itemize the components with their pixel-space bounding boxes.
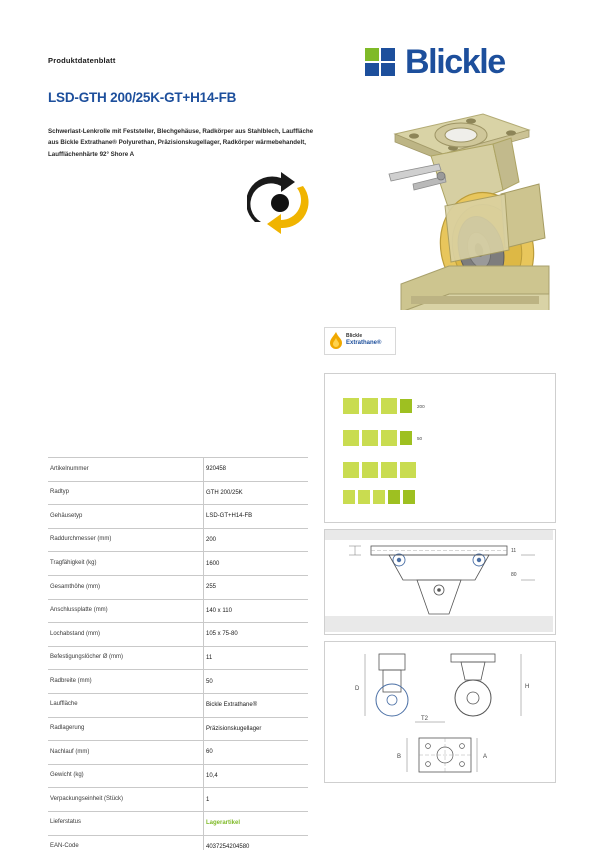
svg-text:T2: T2 bbox=[421, 716, 429, 722]
table-row bbox=[48, 812, 308, 836]
spec-key: Raddurchmesser (mm) bbox=[50, 536, 112, 543]
spec-key: Radlagerung bbox=[50, 725, 85, 732]
spec-value: 4037254204580 bbox=[206, 843, 250, 850]
svg-text:B: B bbox=[397, 754, 402, 760]
pictogram-panel bbox=[324, 373, 556, 523]
pictogram-icon bbox=[403, 490, 415, 504]
pictogram-icon bbox=[343, 490, 355, 504]
badge-line2: Extrathane® bbox=[346, 340, 382, 346]
pictogram-icon bbox=[400, 431, 412, 445]
spec-value: 11 bbox=[206, 655, 213, 662]
pictogram-icon bbox=[381, 462, 397, 478]
spec-key: Gesamthöhe (mm) bbox=[50, 583, 101, 590]
spec-key: Lochabstand (mm) bbox=[50, 630, 101, 637]
technical-drawing-views bbox=[324, 641, 556, 783]
badge-line1: Blickle bbox=[346, 333, 363, 339]
spec-value: 50 bbox=[206, 678, 213, 685]
pictogram-icon bbox=[362, 398, 378, 414]
table-row bbox=[48, 552, 308, 576]
pictogram-label: 50 bbox=[417, 435, 423, 441]
pictogram-icon bbox=[343, 398, 359, 414]
table-row bbox=[48, 457, 308, 482]
spec-value: Lagerartikel bbox=[206, 820, 241, 827]
table-row bbox=[48, 505, 308, 529]
spec-value: 60 bbox=[206, 749, 213, 756]
spec-value: GTH 200/25K bbox=[206, 489, 243, 496]
pictogram-row bbox=[343, 490, 415, 504]
svg-text:80: 80 bbox=[511, 572, 517, 578]
spec-value: Bickle Extrathane® bbox=[206, 702, 258, 709]
flame-icon bbox=[329, 332, 343, 350]
pictogram-icon bbox=[343, 430, 359, 446]
page-title: LSD-GTH 200/25K-GT+H14-FB bbox=[48, 90, 237, 105]
pictogram-icon bbox=[343, 462, 359, 478]
pictogram-icon bbox=[373, 490, 385, 504]
spec-table bbox=[48, 457, 308, 850]
pictogram-icon bbox=[358, 490, 370, 504]
spec-key: EAN-Code bbox=[50, 843, 79, 850]
pictogram-icon bbox=[381, 398, 397, 414]
table-row bbox=[48, 670, 308, 694]
svg-text:A: A bbox=[483, 754, 488, 760]
spec-value: 1600 bbox=[206, 560, 220, 567]
spec-key: Verpackungseinheit (Stück) bbox=[50, 795, 124, 802]
table-row bbox=[48, 694, 308, 718]
product-description: Schwerlast-Lenkrolle mit Feststeller, Blechgehäuse, Radkörper aus Stahlblech, Lauffläche aus Bickle Extrathane® Polyurethan, Präzisionskugellager, Radkörper wärmebehandelt, Laufflächenhärte 92° Shore A bbox=[48, 128, 314, 158]
spec-value: Präzisionskugellager bbox=[206, 725, 262, 732]
spec-key: Gehäusetyp bbox=[50, 512, 83, 519]
spec-key: Anschlussplatte (mm) bbox=[50, 607, 108, 614]
brand-logo bbox=[365, 44, 565, 84]
svg-text:D: D bbox=[355, 686, 360, 692]
spec-value: 920458 bbox=[206, 466, 227, 473]
table-row bbox=[48, 741, 308, 765]
pictogram-icon bbox=[400, 462, 416, 478]
table-row bbox=[48, 718, 308, 742]
spec-key: Tragfähigkeit (kg) bbox=[50, 559, 97, 566]
spec-value: LSD-GT+H14-FB bbox=[206, 513, 253, 520]
spec-key: Befestigungslöcher Ø (mm) bbox=[50, 654, 124, 661]
spec-value: 10,4 bbox=[206, 773, 218, 780]
pictogram-icon bbox=[388, 490, 400, 504]
logo-wordmark: Blickle bbox=[405, 43, 505, 81]
pictogram-icon bbox=[362, 462, 378, 478]
svg-text:H: H bbox=[525, 684, 530, 690]
spec-value: 1 bbox=[206, 796, 210, 803]
table-row bbox=[48, 836, 308, 850]
svg-text:11: 11 bbox=[511, 548, 517, 554]
spec-key: Radtyp bbox=[50, 489, 70, 496]
table-row bbox=[48, 529, 308, 553]
extrathane-badge bbox=[324, 327, 396, 355]
product-label: Produktdatenblatt bbox=[48, 56, 116, 65]
table-row bbox=[48, 576, 308, 600]
table-row bbox=[48, 623, 308, 647]
spec-value: 255 bbox=[206, 584, 217, 591]
rotation-indicator-icon bbox=[247, 172, 313, 234]
pictogram-row bbox=[343, 430, 422, 446]
pictogram-icon bbox=[362, 430, 378, 446]
technical-drawing-section bbox=[324, 529, 556, 635]
spec-key: Gewicht (kg) bbox=[50, 772, 84, 779]
pictogram-icon bbox=[400, 399, 412, 413]
spec-value: 140 x 110 bbox=[206, 607, 232, 614]
spec-key: Lauffläche bbox=[50, 701, 78, 708]
table-row bbox=[48, 788, 308, 812]
pictogram-icon bbox=[381, 430, 397, 446]
table-row bbox=[48, 765, 308, 789]
spec-key: Artikelnummer bbox=[50, 465, 89, 472]
logo-mark-icon bbox=[365, 48, 399, 78]
table-row bbox=[48, 647, 308, 671]
spec-key: Nachlauf (mm) bbox=[50, 748, 90, 755]
spec-value: 105 x 75-80 bbox=[206, 631, 238, 638]
table-row bbox=[48, 600, 308, 624]
table-row bbox=[48, 482, 308, 506]
spec-value: 200 bbox=[206, 537, 217, 544]
product-photo bbox=[353, 98, 560, 310]
pictogram-label: 200 bbox=[417, 403, 425, 409]
pictogram-row bbox=[343, 398, 425, 414]
spec-key: Radbreite (mm) bbox=[50, 677, 92, 684]
spec-key: Lieferstatus bbox=[50, 819, 82, 826]
pictogram-row bbox=[343, 462, 416, 478]
